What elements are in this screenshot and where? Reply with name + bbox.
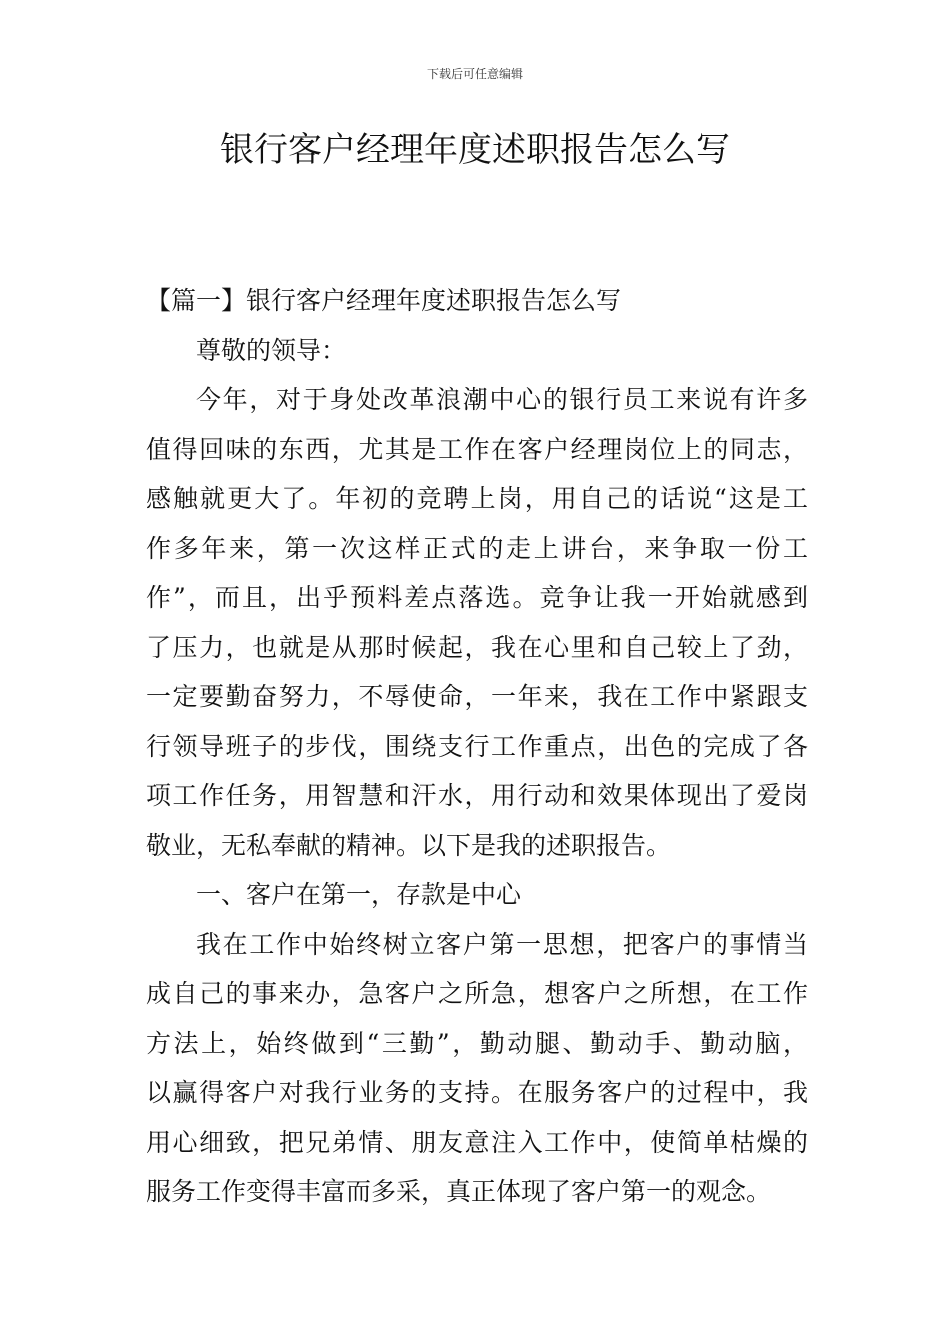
paragraph-1-line: 今年，对于身处改革浪潮中心的银行员工来说有许多: [196, 385, 808, 414]
paragraph-1: [146, 375, 808, 870]
salutation: 尊敬的领导：: [196, 335, 347, 365]
paragraph-2-line: 用心细致，把兄弟情、朋友意注入工作中，使简单枯燥的: [146, 1127, 808, 1157]
subheading-1: 一、客户在第一，存款是中心: [196, 880, 522, 909]
paragraph-1-line: 值得回味的东西，尤其是工作在客户经理岗位上的同志，: [146, 434, 808, 464]
document-body: [146, 276, 808, 1217]
page-header: 下载后可任意编辑: [426, 67, 523, 81]
paragraph-2-line: 服务工作变得丰富而多采，真正体现了客户第一的观念。: [146, 1177, 772, 1206]
paragraph-2-line: 以赢得客户对我行业务的支持。在服务客户的过程中，我: [146, 1078, 808, 1107]
paragraph-1-line: 敬业，无私奉献的精神。以下是我的述职报告。: [146, 830, 672, 860]
paragraph-1-line: 行领导班子的步伐，围绕支行工作重点，出色的完成了各: [146, 731, 808, 761]
paragraph-2-line: 方法上，始终做到“三勤”，勤动腿、勤动手、勤动脑，: [146, 1028, 808, 1058]
paragraph-1-line: 一定要勤奋努力，不辱使命，一年来，我在工作中紧跟支: [146, 682, 808, 711]
paragraph-1-line: 项工作任务，用智慧和汗水，用行动和效果体现出了爱岗: [146, 781, 808, 810]
paragraph-1-line: 作”，而且，出乎预料差点落选。竞争让我一开始就感到: [146, 583, 808, 612]
paragraph-2: [146, 920, 808, 1217]
document-title: 银行客户经理年度述职报告怎么写: [220, 130, 730, 170]
paragraph-2-line: 我在工作中始终树立客户第一思想，把客户的事情当: [196, 929, 808, 959]
section-heading: 【篇一】银行客户经理年度述职报告怎么写: [146, 286, 622, 315]
paragraph-1-line: 了压力，也就是从那时候起，我在心里和自己较上了劲，: [146, 632, 808, 662]
paragraph-1-line: 作多年来，第一次这样正式的走上讲台，来争取一份工: [146, 533, 808, 563]
paragraph-1-line: 感触就更大了。年初的竞聘上岗，用自己的话说“这是工: [146, 484, 808, 513]
paragraph-2-line: 成自己的事来办，急客户之所急，想客户之所想，在工作: [146, 979, 808, 1008]
